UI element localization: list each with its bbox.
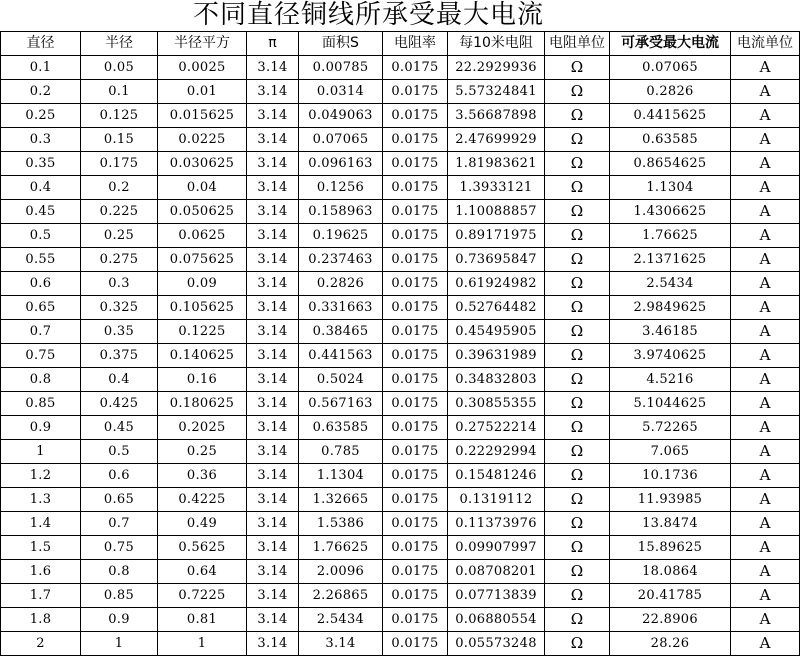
table-cell[interactable]: 3.14: [247, 320, 299, 344]
table-cell[interactable]: 0.2826: [610, 80, 731, 104]
table-row: [1, 632, 800, 656]
table-cell[interactable]: 22.8906: [610, 608, 731, 632]
table-cell[interactable]: Ω: [545, 560, 610, 584]
sheet-title-row: [0, 0, 800, 31]
table-cell[interactable]: A: [731, 536, 800, 560]
table-row: [1, 560, 800, 584]
table-cell[interactable]: 0.125: [81, 104, 158, 128]
table-cell[interactable]: 11.93985: [610, 488, 731, 512]
table-cell[interactable]: A: [731, 416, 800, 440]
table-cell[interactable]: 0.11373976: [448, 512, 545, 536]
table-cell[interactable]: A: [731, 80, 800, 104]
table-cell[interactable]: 0.2826: [299, 272, 383, 296]
table-cell[interactable]: 0.4415625: [610, 104, 731, 128]
table-cell[interactable]: Ω: [545, 464, 610, 488]
table-cell[interactable]: 1.10088857: [448, 200, 545, 224]
table-cell[interactable]: 3.14: [247, 200, 299, 224]
table-cell[interactable]: A: [731, 56, 800, 80]
table-cell[interactable]: 0.3: [81, 272, 158, 296]
table-cell[interactable]: Ω: [545, 344, 610, 368]
table-cell[interactable]: 0.73695847: [448, 248, 545, 272]
table-cell[interactable]: 3.14: [247, 248, 299, 272]
table-cell[interactable]: Ω: [545, 488, 610, 512]
table-cell[interactable]: 0.06880554: [448, 608, 545, 632]
table-cell[interactable]: 0.030625: [158, 152, 247, 176]
table-cell[interactable]: 0.0175: [383, 344, 448, 368]
table-row: [1, 608, 800, 632]
table-cell[interactable]: 0.63585: [610, 128, 731, 152]
table-cell[interactable]: 1: [158, 632, 247, 656]
table-cell[interactable]: 0.225: [81, 200, 158, 224]
table-cell[interactable]: 0.22292994: [448, 440, 545, 464]
table-cell[interactable]: 0.75: [81, 536, 158, 560]
table-cell[interactable]: 0.0175: [383, 440, 448, 464]
table-cell[interactable]: 0.0175: [383, 488, 448, 512]
table-cell[interactable]: 0.425: [81, 392, 158, 416]
header-cell[interactable]: 可承受最大电流: [610, 32, 731, 56]
table-cell[interactable]: 0.85: [1, 392, 81, 416]
table-cell[interactable]: Ω: [545, 392, 610, 416]
table-cell[interactable]: 3.14: [247, 128, 299, 152]
header-cell[interactable]: 每10米电阻: [448, 32, 545, 56]
header-row: [1, 32, 800, 56]
table-cell[interactable]: 0.0175: [383, 536, 448, 560]
table-cell[interactable]: 1.32665: [299, 488, 383, 512]
table-cell[interactable]: 0.35: [1, 152, 81, 176]
table-cell[interactable]: 3.14: [247, 512, 299, 536]
table-cell[interactable]: 0.07713839: [448, 584, 545, 608]
table-cell[interactable]: 1: [81, 632, 158, 656]
table-cell[interactable]: 1.6: [1, 560, 81, 584]
table-cell[interactable]: A: [731, 488, 800, 512]
table-cell[interactable]: 0.81: [158, 608, 247, 632]
table-cell[interactable]: 0.4225: [158, 488, 247, 512]
table-cell[interactable]: 0.7: [81, 512, 158, 536]
table-cell[interactable]: 0.85: [81, 584, 158, 608]
table-cell[interactable]: 3.9740625: [610, 344, 731, 368]
table-cell[interactable]: 0.275: [81, 248, 158, 272]
table-cell[interactable]: 2.0096: [299, 560, 383, 584]
table-cell[interactable]: A: [731, 584, 800, 608]
table-cell[interactable]: 0.27522214: [448, 416, 545, 440]
table-cell[interactable]: 0.6: [81, 464, 158, 488]
table-cell[interactable]: 0.5625: [158, 536, 247, 560]
table-row: [1, 56, 800, 80]
table-cell[interactable]: 0.07065: [299, 128, 383, 152]
table-cell[interactable]: 3.14: [247, 464, 299, 488]
table-cell[interactable]: 1: [1, 440, 81, 464]
header-cell[interactable]: 电阻单位: [545, 32, 610, 56]
table-cell[interactable]: 0.5: [1, 224, 81, 248]
table-cell[interactable]: 0.0175: [383, 320, 448, 344]
table-cell[interactable]: A: [731, 464, 800, 488]
table-cell[interactable]: 13.8474: [610, 512, 731, 536]
table-cell[interactable]: 3.14: [299, 632, 383, 656]
table-cell[interactable]: 10.1736: [610, 464, 731, 488]
table-cell[interactable]: 0.049063: [299, 104, 383, 128]
table-cell[interactable]: 0.0314: [299, 80, 383, 104]
table-cell[interactable]: Ω: [545, 608, 610, 632]
table-cell[interactable]: 0.52764482: [448, 296, 545, 320]
table-cell[interactable]: 3.56687898: [448, 104, 545, 128]
table-cell[interactable]: 0.65: [81, 488, 158, 512]
table-cell[interactable]: 0.0175: [383, 128, 448, 152]
table-cell[interactable]: 0.0175: [383, 584, 448, 608]
table-cell[interactable]: 0.1: [81, 80, 158, 104]
table-cell[interactable]: 0.1: [1, 56, 81, 80]
table-cell[interactable]: A: [731, 392, 800, 416]
table-cell[interactable]: 22.2929936: [448, 56, 545, 80]
table-cell[interactable]: 0.16: [158, 368, 247, 392]
table-cell[interactable]: A: [731, 248, 800, 272]
table-cell[interactable]: 0.61924982: [448, 272, 545, 296]
table-cell[interactable]: 3.14: [247, 608, 299, 632]
table-cell[interactable]: 18.0864: [610, 560, 731, 584]
table-cell[interactable]: 0.0175: [383, 368, 448, 392]
table-row: [1, 392, 800, 416]
header-cell[interactable]: 电流单位: [731, 32, 800, 56]
table-cell[interactable]: 0.3: [1, 128, 81, 152]
table-cell[interactable]: 0.07065: [610, 56, 731, 80]
table-cell[interactable]: 15.89625: [610, 536, 731, 560]
table-cell[interactable]: 0.15: [81, 128, 158, 152]
table-cell[interactable]: 0.0175: [383, 56, 448, 80]
table-cell[interactable]: 0.0175: [383, 416, 448, 440]
table-cell[interactable]: 0.65: [1, 296, 81, 320]
table-cell[interactable]: 0.9: [1, 416, 81, 440]
table-cell[interactable]: 0.0225: [158, 128, 247, 152]
table-cell[interactable]: A: [731, 368, 800, 392]
table-cell[interactable]: 0.0175: [383, 272, 448, 296]
table-cell[interactable]: 7.065: [610, 440, 731, 464]
table-row: [1, 464, 800, 488]
table-cell[interactable]: 0.04: [158, 176, 247, 200]
table-cell[interactable]: 0.5: [81, 440, 158, 464]
table-cell[interactable]: 0.89171975: [448, 224, 545, 248]
table-cell[interactable]: 0.55: [1, 248, 81, 272]
table-cell[interactable]: 0.45: [81, 416, 158, 440]
table-cell[interactable]: 3.14: [247, 488, 299, 512]
table-cell[interactable]: 0.2: [1, 80, 81, 104]
table-cell[interactable]: 3.14: [247, 176, 299, 200]
table-cell[interactable]: 3.14: [247, 368, 299, 392]
table-cell[interactable]: 0.38465: [299, 320, 383, 344]
table-cell[interactable]: 3.14: [247, 56, 299, 80]
table-cell[interactable]: Ω: [545, 440, 610, 464]
table-cell[interactable]: 0.7225: [158, 584, 247, 608]
table-cell[interactable]: 1.2: [1, 464, 81, 488]
table-cell[interactable]: 1.8: [1, 608, 81, 632]
table-cell[interactable]: 0.30855355: [448, 392, 545, 416]
table-cell[interactable]: 0.4: [81, 368, 158, 392]
table-row: [1, 104, 800, 128]
table-cell[interactable]: 0.0175: [383, 176, 448, 200]
table-cell[interactable]: 0.0175: [383, 632, 448, 656]
table-cell[interactable]: 0.9: [81, 608, 158, 632]
table-cell[interactable]: 3.14: [247, 152, 299, 176]
table-cell[interactable]: 0.050625: [158, 200, 247, 224]
table-cell[interactable]: 0.0175: [383, 560, 448, 584]
table-body: [1, 56, 800, 656]
table-cell[interactable]: 2.9849625: [610, 296, 731, 320]
table-cell[interactable]: 5.1044625: [610, 392, 731, 416]
table-cell[interactable]: 0.096163: [299, 152, 383, 176]
table-cell[interactable]: 0.158963: [299, 200, 383, 224]
table-cell[interactable]: 2.5434: [610, 272, 731, 296]
table-cell[interactable]: 1.4: [1, 512, 81, 536]
table-cell[interactable]: 0.00785: [299, 56, 383, 80]
table-cell[interactable]: 0.0175: [383, 512, 448, 536]
table-cell[interactable]: 3.14: [247, 104, 299, 128]
table-cell[interactable]: 1.76625: [299, 536, 383, 560]
header-cell[interactable]: 面积S: [299, 32, 383, 56]
table-cell[interactable]: 0.015625: [158, 104, 247, 128]
table-cell[interactable]: A: [731, 272, 800, 296]
table-cell[interactable]: 0.19625: [299, 224, 383, 248]
table-cell[interactable]: 0.8: [1, 368, 81, 392]
table-cell[interactable]: Ω: [545, 632, 610, 656]
table-cell[interactable]: 0.2: [81, 176, 158, 200]
table-cell[interactable]: A: [731, 608, 800, 632]
table-cell[interactable]: 3.14: [247, 440, 299, 464]
table-row: [1, 248, 800, 272]
table-row: [1, 320, 800, 344]
table-cell[interactable]: 0.36: [158, 464, 247, 488]
table-row: [1, 536, 800, 560]
table-cell[interactable]: 1.81983621: [448, 152, 545, 176]
table-cell[interactable]: A: [731, 296, 800, 320]
table-cell[interactable]: Ω: [545, 272, 610, 296]
table-cell[interactable]: 1.1304: [610, 176, 731, 200]
table-cell[interactable]: 0.34832803: [448, 368, 545, 392]
table-row: [1, 176, 800, 200]
table-cell[interactable]: Ω: [545, 320, 610, 344]
table-cell[interactable]: 2.26865: [299, 584, 383, 608]
table-cell[interactable]: 0.0025: [158, 56, 247, 80]
table-row: [1, 128, 800, 152]
header-cell[interactable]: 电阻率: [383, 32, 448, 56]
table-cell[interactable]: 0.1319112: [448, 488, 545, 512]
table-cell[interactable]: 0.0175: [383, 200, 448, 224]
table-cell[interactable]: 3.14: [247, 632, 299, 656]
table-cell[interactable]: 0.01: [158, 80, 247, 104]
table-cell[interactable]: 0.7: [1, 320, 81, 344]
table-cell[interactable]: 3.14: [247, 536, 299, 560]
table-cell[interactable]: 0.09907997: [448, 536, 545, 560]
table-row: [1, 344, 800, 368]
table-row: [1, 584, 800, 608]
table-cell[interactable]: Ω: [545, 248, 610, 272]
table-cell[interactable]: 3.14: [247, 272, 299, 296]
table-row: [1, 512, 800, 536]
table-cell[interactable]: 0.25: [158, 440, 247, 464]
table-cell[interactable]: 0.75: [1, 344, 81, 368]
table-cell[interactable]: 2.1371625: [610, 248, 731, 272]
table-cell[interactable]: 5.57324841: [448, 80, 545, 104]
table-cell[interactable]: Ω: [545, 200, 610, 224]
table-cell[interactable]: Ω: [545, 296, 610, 320]
table-cell[interactable]: 1.3: [1, 488, 81, 512]
table-cell[interactable]: 2.47699929: [448, 128, 545, 152]
table-cell[interactable]: A: [731, 152, 800, 176]
table-row: [1, 224, 800, 248]
table-cell[interactable]: 2.5434: [299, 608, 383, 632]
table-cell[interactable]: 0.49: [158, 512, 247, 536]
table-cell[interactable]: 3.14: [247, 80, 299, 104]
table-cell[interactable]: 3.14: [247, 416, 299, 440]
table-cell[interactable]: 20.41785: [610, 584, 731, 608]
table-cell[interactable]: 0.0175: [383, 104, 448, 128]
table-cell[interactable]: 0.175: [81, 152, 158, 176]
table-cell[interactable]: 0.140625: [158, 344, 247, 368]
table-cell[interactable]: Ω: [545, 512, 610, 536]
table-cell[interactable]: 1.7: [1, 584, 81, 608]
table-cell[interactable]: A: [731, 200, 800, 224]
table-cell[interactable]: 0.2025: [158, 416, 247, 440]
table-cell[interactable]: A: [731, 176, 800, 200]
table-cell[interactable]: Ω: [545, 584, 610, 608]
table-cell[interactable]: 0.237463: [299, 248, 383, 272]
table-cell[interactable]: 1.4306625: [610, 200, 731, 224]
table-row: [1, 80, 800, 104]
table-cell[interactable]: 28.26: [610, 632, 731, 656]
header-cell[interactable]: π: [247, 32, 299, 56]
table-row: [1, 368, 800, 392]
table-cell[interactable]: 3.14: [247, 560, 299, 584]
table-cell[interactable]: 3.14: [247, 224, 299, 248]
table-cell[interactable]: 3.14: [247, 584, 299, 608]
table-cell[interactable]: 0.4: [1, 176, 81, 200]
table-cell[interactable]: 0.785: [299, 440, 383, 464]
table-cell[interactable]: Ω: [545, 176, 610, 200]
table-cell[interactable]: 0.6: [1, 272, 81, 296]
table-cell[interactable]: Ω: [545, 368, 610, 392]
table-row: [1, 200, 800, 224]
table-cell[interactable]: 0.1256: [299, 176, 383, 200]
table-cell[interactable]: 0.331663: [299, 296, 383, 320]
table-row: [1, 152, 800, 176]
table-cell[interactable]: 0.09: [158, 272, 247, 296]
table-cell[interactable]: A: [731, 224, 800, 248]
table-cell[interactable]: 0.567163: [299, 392, 383, 416]
table-cell[interactable]: 0.05573248: [448, 632, 545, 656]
table-cell[interactable]: 1.76625: [610, 224, 731, 248]
table-cell[interactable]: A: [731, 440, 800, 464]
table-cell[interactable]: A: [731, 128, 800, 152]
table-row: [1, 272, 800, 296]
table-cell[interactable]: A: [731, 344, 800, 368]
table-cell[interactable]: A: [731, 320, 800, 344]
table-cell[interactable]: 0.08708201: [448, 560, 545, 584]
table-cell[interactable]: 0.0175: [383, 608, 448, 632]
table-cell[interactable]: 3.46185: [610, 320, 731, 344]
table-cell[interactable]: A: [731, 632, 800, 656]
table-cell[interactable]: 0.075625: [158, 248, 247, 272]
table-cell[interactable]: 0.63585: [299, 416, 383, 440]
table-cell[interactable]: 0.45: [1, 200, 81, 224]
table-cell[interactable]: 0.105625: [158, 296, 247, 320]
table-cell[interactable]: Ω: [545, 152, 610, 176]
sheet-title: 不同直径铜线所承受最大电流: [193, 0, 545, 30]
table-cell[interactable]: 0.25: [1, 104, 81, 128]
table-cell[interactable]: A: [731, 104, 800, 128]
table-cell[interactable]: 0.0175: [383, 224, 448, 248]
table-cell[interactable]: 0.05: [81, 56, 158, 80]
table-cell[interactable]: Ω: [545, 224, 610, 248]
table-cell[interactable]: 0.0625: [158, 224, 247, 248]
table-cell[interactable]: 0.0175: [383, 152, 448, 176]
table-cell[interactable]: 0.180625: [158, 392, 247, 416]
table-cell[interactable]: 0.1225: [158, 320, 247, 344]
table-cell[interactable]: 0.0175: [383, 296, 448, 320]
table-cell[interactable]: Ω: [545, 416, 610, 440]
table-cell[interactable]: 0.0175: [383, 248, 448, 272]
table-cell[interactable]: 0.64: [158, 560, 247, 584]
table-cell[interactable]: 3.14: [247, 296, 299, 320]
table-cell[interactable]: 0.0175: [383, 80, 448, 104]
table-cell[interactable]: Ω: [545, 536, 610, 560]
table-cell[interactable]: 1.5386: [299, 512, 383, 536]
table-cell[interactable]: 1.5: [1, 536, 81, 560]
header-cell[interactable]: 半径平方: [158, 32, 247, 56]
table-cell[interactable]: A: [731, 560, 800, 584]
table-cell[interactable]: Ω: [545, 56, 610, 80]
table-cell[interactable]: 0.325: [81, 296, 158, 320]
table-cell[interactable]: A: [731, 512, 800, 536]
table-cell[interactable]: 4.5216: [610, 368, 731, 392]
table-cell[interactable]: 0.39631989: [448, 344, 545, 368]
table-cell[interactable]: 0.441563: [299, 344, 383, 368]
table-cell[interactable]: 1.1304: [299, 464, 383, 488]
table-cell[interactable]: 0.25: [81, 224, 158, 248]
table-cell[interactable]: 0.35: [81, 320, 158, 344]
table-cell[interactable]: 1.3933121: [448, 176, 545, 200]
table-row: [1, 296, 800, 320]
table-row: [1, 440, 800, 464]
header-cell[interactable]: 直径: [1, 32, 81, 56]
table-cell[interactable]: 0.8: [81, 560, 158, 584]
table-cell[interactable]: 5.72265: [610, 416, 731, 440]
table-row: [1, 488, 800, 512]
table-cell[interactable]: 0.0175: [383, 464, 448, 488]
table-cell[interactable]: Ω: [545, 128, 610, 152]
table-cell[interactable]: 2: [1, 632, 81, 656]
table-cell[interactable]: 3.14: [247, 344, 299, 368]
table-cell[interactable]: 0.45495905: [448, 320, 545, 344]
table-cell[interactable]: 0.375: [81, 344, 158, 368]
table-cell[interactable]: 3.14: [247, 392, 299, 416]
table-cell[interactable]: Ω: [545, 80, 610, 104]
table-cell[interactable]: 0.0175: [383, 392, 448, 416]
table-cell[interactable]: Ω: [545, 104, 610, 128]
header-cell[interactable]: 半径: [81, 32, 158, 56]
table-cell[interactable]: 0.15481246: [448, 464, 545, 488]
table-cell[interactable]: 0.5024: [299, 368, 383, 392]
table-row: [1, 416, 800, 440]
current-table: [0, 31, 800, 656]
table-cell[interactable]: 0.8654625: [610, 152, 731, 176]
